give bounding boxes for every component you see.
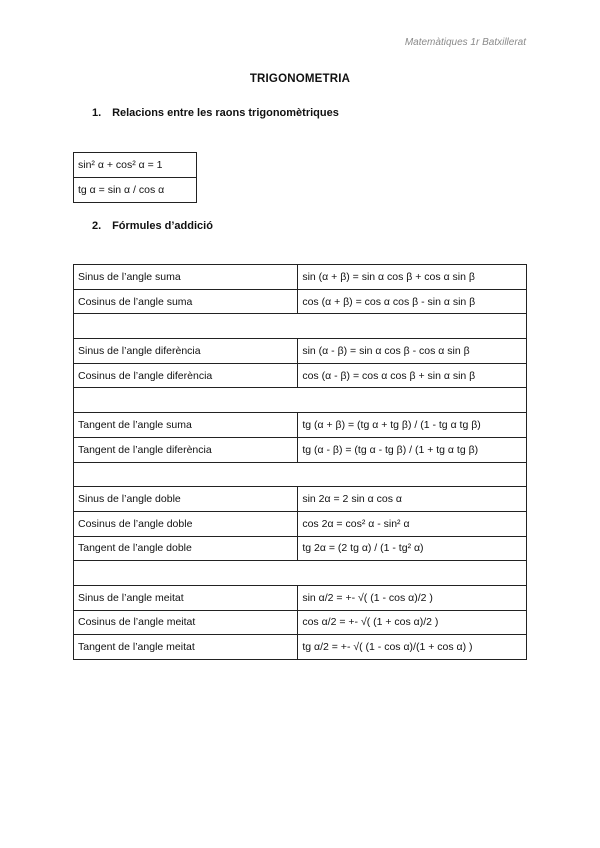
formula-row (74, 437, 527, 462)
formula-row (74, 413, 527, 438)
formula-name: Sinus de l’angle suma (74, 265, 298, 290)
identity-row (74, 153, 197, 178)
section-1-number: 1. (92, 107, 102, 119)
spacer-cell (74, 388, 527, 413)
formula-name: Cosinus de l’angle suma (74, 289, 298, 314)
formula-expression: tg (α + β) = (tg α + tg β) / (1 - tg α tg β) (298, 413, 527, 438)
spacer-cell (74, 561, 527, 586)
formulas-table (73, 264, 527, 660)
spacer-row (74, 462, 527, 487)
section-1-title: Relacions entre les raons trigonomètriques (112, 107, 339, 119)
spacer-row (74, 561, 527, 586)
formula-expression: cos (α - β) = cos α cos β + sin α sin β (298, 363, 527, 388)
section-2-title: Fórmules d’addició (112, 220, 213, 232)
formula-expression: sin α/2 = +- √( (1 - cos α)/2 ) (298, 585, 527, 610)
formula-expression: tg α/2 = +- √( (1 - cos α)/(1 + cos α) ) (298, 635, 527, 660)
formula-row (74, 487, 527, 512)
formula-expression: cos α/2 = +- √( (1 + cos α)/2 ) (298, 610, 527, 635)
formula-expression: tg 2α = (2 tg α) / (1 - tg² α) (298, 536, 527, 561)
formula-row (74, 339, 527, 364)
formula-row (74, 511, 527, 536)
formula-expression: sin 2α = 2 sin α cos α (298, 487, 527, 512)
formula-row (74, 289, 527, 314)
formula-name: Tangent de l’angle doble (74, 536, 298, 561)
course-header: Matemàtiques 1r Batxillerat (404, 37, 526, 48)
spacer-row (74, 314, 527, 339)
formula-name: Tangent de l’angle meitat (74, 635, 298, 660)
spacer-cell (74, 462, 527, 487)
formula-name: Cosinus de l’angle diferència (74, 363, 298, 388)
page-title: TRIGONOMETRIA (249, 73, 351, 85)
formula-row (74, 585, 527, 610)
formula-row (74, 363, 527, 388)
formula-name: Sinus de l’angle meitat (74, 585, 298, 610)
section-2-heading (92, 220, 213, 232)
formula-expression: cos (α + β) = cos α cos β - sin α sin β (298, 289, 527, 314)
formula-row (74, 536, 527, 561)
formula-expression: cos 2α = cos² α - sin² α (298, 511, 527, 536)
spacer-row (74, 388, 527, 413)
formula-expression: sin (α - β) = sin α cos β - cos α sin β (298, 339, 527, 364)
formula-name: Cosinus de l’angle meitat (74, 610, 298, 635)
formula-row (74, 610, 527, 635)
formula-name: Tangent de l’angle diferència (74, 437, 298, 462)
section-1-heading (92, 107, 339, 119)
formula-row (74, 265, 527, 290)
formula-name: Cosinus de l’angle doble (74, 511, 298, 536)
formula-name: Sinus de l’angle diferència (74, 339, 298, 364)
identity-tangent: tg α = sin α / cos α (74, 178, 197, 203)
identity-pythagorean: sin² α + cos² α = 1 (74, 153, 197, 178)
formula-expression: tg (α - β) = (tg α - tg β) / (1 + tg α tg β) (298, 437, 527, 462)
spacer-cell (74, 314, 527, 339)
formula-row (74, 635, 527, 660)
section-2-number: 2. (92, 220, 102, 232)
formula-name: Sinus de l’angle doble (74, 487, 298, 512)
formula-name: Tangent de l’angle suma (74, 413, 298, 438)
formula-expression: sin (α + β) = sin α cos β + cos α sin β (298, 265, 527, 290)
identities-table (73, 152, 197, 203)
identity-row (74, 178, 197, 203)
